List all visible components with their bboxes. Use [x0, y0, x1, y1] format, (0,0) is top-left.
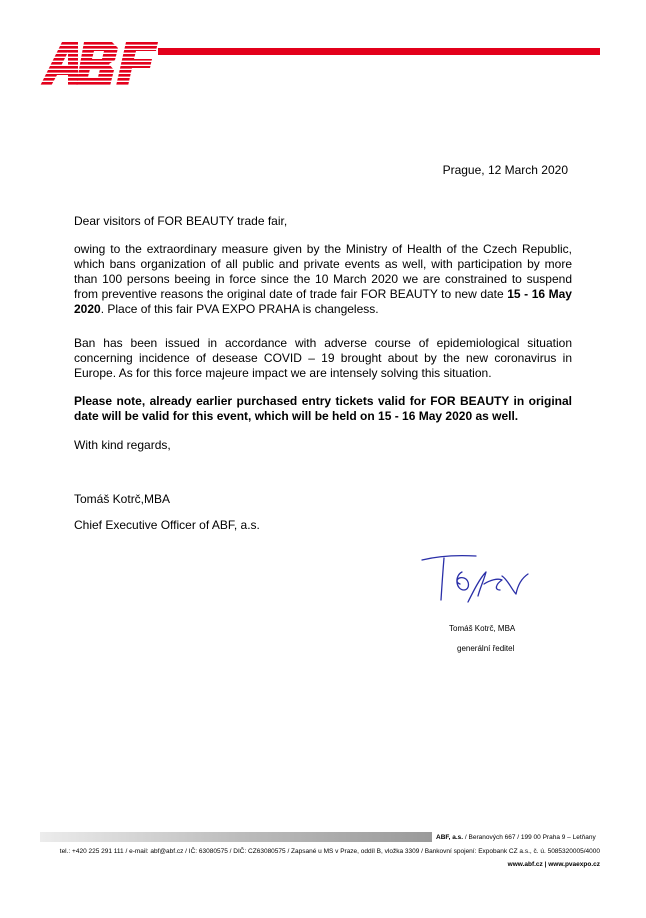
- footer-web-links: www.abf.cz | www.pvaexpo.cz: [507, 861, 600, 868]
- footer-company-name: ABF, a.s.: [436, 834, 464, 841]
- footer-company-address: [436, 833, 596, 842]
- letter-salutation: Dear visitors of FOR BEAUTY trade fair,: [74, 214, 288, 228]
- p1-text-a: owing to the extraordinary measure given by the Ministry of Health of the Czech Republic, which bans organization of all public and private events as well, with participation by more than 100 persons beeing in force since the 10 March 2020 we are constrained to suspend from preventive reasons the original date of trade fair FOR BEAUTY to new date: [74, 242, 572, 301]
- stamp-role: generální ředitel: [457, 644, 515, 653]
- letter-paragraph-1: [74, 242, 572, 317]
- letter-paragraph-3-notice: Please note, already earlier purchased entry tickets valid for FOR BEAUTY in original date will be valid for this event, which will be held on 15 - 16 May 2020 as well.: [74, 394, 572, 423]
- letter-paragraph-2: Ban has been issued in accordance with adverse course of epidemiological situation concerning incidence of desease COVID – 19 brought about by the new coronavirus in Europe. As for this force majeure impact we are intensely solving this situation.: [74, 336, 572, 380]
- stamp-name: Tomáš Kotrč, MBA: [449, 624, 516, 633]
- p1-text-b: . Place of this fair PVA EXPO PRAHA is changeless.: [100, 302, 379, 316]
- signatory-name: Tomáš Kotrč,MBA: [74, 492, 171, 506]
- footer-gradient-bar: [40, 832, 432, 842]
- header-red-bar: [158, 48, 600, 55]
- abf-logo: [40, 42, 158, 86]
- letter-closing: With kind regards,: [74, 438, 171, 452]
- signatory-title: Chief Executive Officer of ABF, a.s.: [74, 518, 260, 532]
- p1-new-date: 15 - 16 May 2020: [74, 287, 572, 316]
- handwritten-signature: [418, 550, 538, 610]
- footer-contact-line: tel.: +420 225 291 111 / e-mail: abf@abf.cz / IČ: 63080575 / DIČ: CZ63080575 / Zapsané u MS v Praze, oddíl B, vložka 3309 / Bankovní spojení: Expobank CZ a.s., č. ú. 5085320005/4000: [59, 848, 600, 855]
- footer-address: / Beranových 667 / 199 00 Praha 9 – Letňany: [463, 834, 596, 841]
- letter-date: Prague, 12 March 2020: [442, 163, 568, 177]
